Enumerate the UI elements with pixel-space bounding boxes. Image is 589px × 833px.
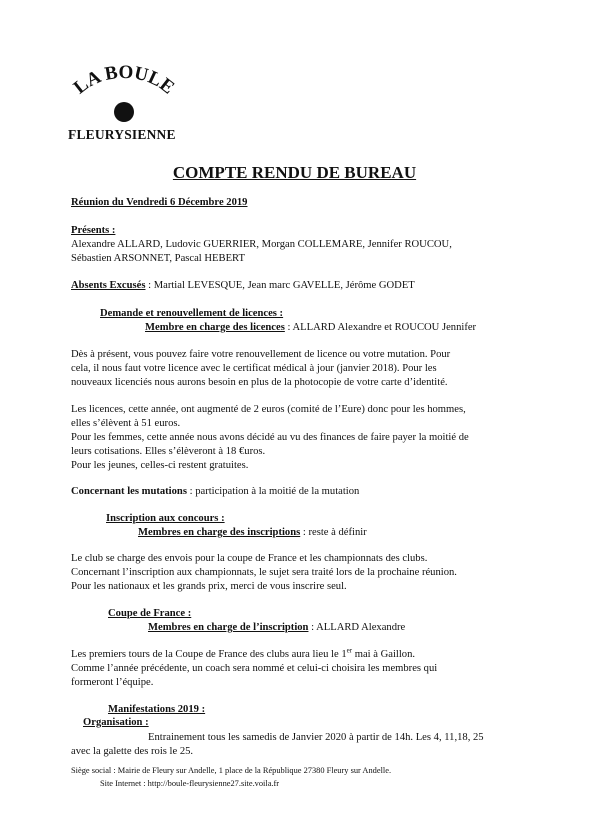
- presents-line-2: Sébastien ARSONNET, Pascal HEBERT: [71, 253, 245, 264]
- absents-line: [71, 279, 415, 293]
- meeting-date: Réunion du Vendredi 6 Décembre 2019: [71, 197, 248, 208]
- coupe-responsible: [148, 621, 405, 635]
- logo-arc-text: LA BOULE: [69, 62, 179, 99]
- absents-text: : Martial LEVESQUE, Jean marc GAVELLE, Jérôme GODET: [145, 280, 415, 291]
- concours-heading: Inscription aux concours :: [106, 513, 225, 524]
- footer-address: Siège social : Mairie de Fleury sur Andelle, 1 place de la République 27380 Fleury sur Andelle.: [71, 766, 392, 775]
- licences-responsible: [145, 321, 476, 335]
- coupe-line-2: Comme l’année précédente, un coach sera nommé et celui-ci choisira les membres qui: [71, 663, 438, 674]
- coupe-line-3: formeront l’équipe.: [71, 677, 154, 688]
- mutations-text: : participation à la moitié de la mutation: [186, 486, 360, 497]
- concours-resp-label: Membres en charge des inscriptions: [138, 527, 301, 538]
- licences-resp-label: Membre en charge des licences: [145, 322, 285, 333]
- concours-responsible: [138, 526, 367, 540]
- coupe-heading: Coupe de France :: [108, 608, 192, 619]
- logo-subtitle: FLEURYSIENNE: [68, 127, 176, 142]
- mutations-line: [71, 485, 359, 499]
- manifestations-heading: Manifestations 2019 :: [108, 704, 206, 715]
- licences-p1-line-1: Dès à présent, vous pouvez faire votre renouvellement de licence ou votre mutation. Pour: [71, 349, 451, 360]
- page-title: COMPTE RENDU DE BUREAU: [172, 163, 417, 182]
- concours-line-1: Le club se charge des envois pour la coupe de France et les championnats des clubs.: [71, 553, 428, 564]
- licences-p1-line-3: nouveaux licenciés nous aurons besoin en plus de la photocopie de votre carte d’identité.: [71, 377, 448, 388]
- coupe-line-1: Les premiers tours de la Coupe de France des clubs aura lieu le 1er mai à Gaillon.: [71, 646, 416, 660]
- mutations-label: Concernant les mutations: [71, 486, 187, 497]
- absents-label: Absents Excusés: [71, 280, 146, 291]
- coupe-resp-text: : ALLARD Alexandre: [308, 622, 406, 633]
- licences-p2-line-5: Pour les jeunes, celles-ci restent gratuites.: [71, 460, 249, 471]
- licences-p2-line-1: Les licences, cette année, ont augmenté de 2 euros (comité de l’Eure) donc pour les hommes,: [71, 404, 466, 415]
- organisation-line-2: avec la galette des rois le 25.: [71, 746, 194, 757]
- licences-p2-line-4: leurs cotisations. Elles s’élèveront à 18 €uros.: [71, 446, 266, 457]
- licences-p2-line-2: elles s’élèvent à 51 euros.: [71, 418, 181, 429]
- boule-ball-icon: [114, 102, 134, 122]
- footer-site: Site Internet : http://boule-fleurysienne27.site.voila.fr: [100, 779, 280, 788]
- coupe-resp-label: Membres en charge de l’inscription: [148, 622, 309, 633]
- presents-label: Présents :: [71, 225, 116, 236]
- licences-resp-text: : ALLARD Alexandre et ROUCOU Jennifer: [284, 322, 477, 333]
- licences-heading: Demande et renouvellement de licences :: [100, 308, 284, 319]
- concours-line-2: Concernant l’inscription aux championnats, le sujet sera traité lors de la prochaine réunion.: [71, 567, 457, 578]
- concours-line-3: Pour les nationaux et les grands prix, merci de vous inscrire seul.: [71, 581, 347, 592]
- licences-p2-line-3: Pour les femmes, cette année nous avons décidé au vu des finances de faire payer la moitié de: [71, 432, 469, 443]
- concours-resp-text: : reste à définir: [300, 527, 367, 538]
- presents-line-1: Alexandre ALLARD, Ludovic GUERRIER, Morgan COLLEMARE, Jennifer ROUCOU,: [71, 239, 452, 250]
- organisation-label: Organisation :: [83, 717, 149, 728]
- organisation-line-1: Entrainement tous les samedis de Janvier 2020 à partir de 14h. Les 4, 11,18, 25: [148, 732, 484, 743]
- licences-p1-line-2: cela, il nous faut votre licence avec le certificat médical à jour (janvier 2018). Pour les: [71, 363, 437, 374]
